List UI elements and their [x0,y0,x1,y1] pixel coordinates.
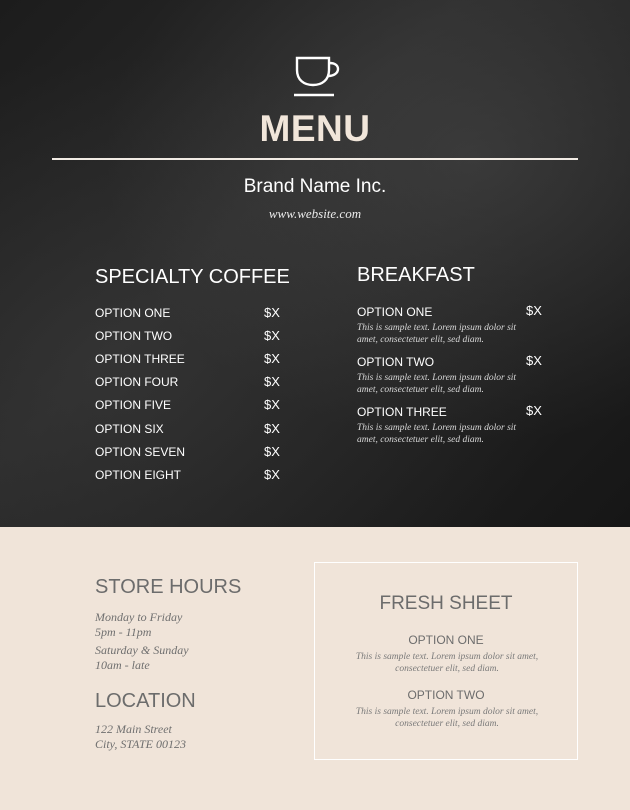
specialty-item-price: $X [264,397,280,412]
fresh-item-description: This is sample text. Lorem ipsum dolor sit amet, consectetuer elit, sed diam. [355,707,539,729]
coffee-cup-icon [290,54,340,98]
weekday-hours: 5pm - 11pm [95,625,152,639]
store-hours-heading: STORE HOURS [95,576,242,598]
location-street: 122 Main Street [95,722,172,736]
location-city: City, STATE 00123 [95,737,187,751]
breakfast-item-description: This is sample text. Lorem ipsum dolor sit amet, consectetuer elit, sed diam. [357,373,517,395]
breakfast-item-price: $X [526,403,542,418]
specialty-item-name: OPTION FOUR [95,375,179,389]
weekend-days: Saturday & Sunday [95,643,189,657]
weekend-hours: 10am - late [95,658,150,672]
breakfast-item-price: $X [526,303,542,318]
specialty-item-name: OPTION EIGHT [95,468,182,482]
breakfast-item-name: OPTION THREE [357,405,447,419]
fresh-item-description: This is sample text. Lorem ipsum dolor sit amet, consectetuer elit, sed diam. [355,652,539,674]
breakfast-item-price: $X [526,353,542,368]
specialty-item-price: $X [264,305,280,320]
specialty-item-price: $X [264,328,280,343]
weekday-days: Monday to Friday [95,610,183,624]
specialty-item-price: $X [264,421,280,436]
title-divider [52,158,578,160]
location-heading: LOCATION [95,690,196,712]
fresh-item-name: OPTION TWO [407,688,485,702]
specialty-item-name: OPTION TWO [95,329,173,343]
fresh-item-name: OPTION ONE [408,633,484,647]
specialty-coffee-heading: SPECIALTY COFFEE [95,266,290,288]
breakfast-item-description: This is sample text. Lorem ipsum dolor sit amet, consectetuer elit, sed diam. [357,423,517,445]
specialty-item-name: OPTION THREE [95,352,185,366]
breakfast-item-name: OPTION TWO [357,355,435,369]
fresh-sheet-box [314,562,578,760]
fresh-sheet-heading: FRESH SHEET [379,593,513,614]
specialty-item-name: OPTION FIVE [95,398,172,412]
page-title: MENU [259,108,371,149]
specialty-item-price: $X [264,444,280,459]
specialty-item-name: OPTION SEVEN [95,445,186,459]
breakfast-item-name: OPTION ONE [357,305,433,319]
specialty-item-name: OPTION ONE [95,306,171,320]
specialty-item-price: $X [264,351,280,366]
specialty-item-price: $X [264,374,280,389]
breakfast-heading: BREAKFAST [357,264,475,286]
breakfast-item-description: This is sample text. Lorem ipsum dolor sit amet, consectetuer elit, sed diam. [357,323,517,345]
website-link[interactable]: www.website.com [268,206,362,221]
specialty-item-name: OPTION SIX [95,422,164,436]
brand-name: Brand Name Inc. [243,176,387,197]
specialty-item-price: $X [264,467,280,482]
